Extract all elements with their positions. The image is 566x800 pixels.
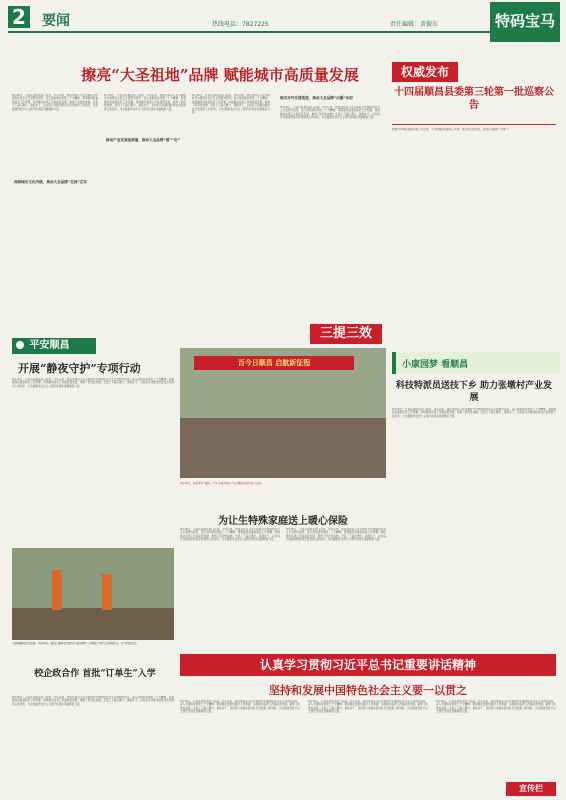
road-shape xyxy=(12,608,174,640)
bottom-column-3: 8月16日，记者从县相关部门获悉，今年以来，我县坚持以习近平新时代中国特色社会主义思想为指导，深入贯彻落实党的二十大精神，紧紧围绕县委县政府工作部署，持续推动各项工作高质量发展，取得了阶段性成效。全县上下凝心聚力、真抓实干，以实际行动推动经济社会发展再上新台阶，为全面建设社会主义现代化国家贡献顺昌力量。 xyxy=(436,700,556,714)
lead-column-2: 8月16日，记者从县相关部门获悉，今年以来，我县坚持以习近平新时代中国特色社会主义思想为指导，深入贯彻落实党的二十大精神，紧紧围绕县委县政府工作部署，持续推动各项工作高质量发展，取得了阶段性成效。全县上下凝心聚力、真抓实干，以实际行动推动经济社会发展再上新台阶，为全面建设社会主义现代化国家贡献顺昌力量。 xyxy=(104,94,186,111)
lead-subtitle-2: 推动产业发展高质量，推动大圣品牌“落”“化” xyxy=(106,138,181,142)
garden-banner xyxy=(392,352,560,374)
section-title: 要闻 xyxy=(42,13,70,29)
lead-headline: 擦亮“大圣祖地”品牌 赋能城市高质量发展 xyxy=(81,66,359,84)
lead-column-4-title: 做实对外交流渠道，推动大圣品牌“出圈”出彩 xyxy=(280,96,354,100)
event-banner: 百今日顺昌 启航新征程 xyxy=(194,356,354,370)
three-lifts-photo xyxy=(180,348,386,478)
garden-headline: 科技特派员送技下乡 助力张墩村产业发展 xyxy=(395,381,553,403)
page-number: 2 xyxy=(8,6,30,28)
header-rule xyxy=(8,31,558,33)
school-headline: 校企政合作 首批“订单生”入学 xyxy=(34,669,156,679)
insurance-column-2: 8月16日，记者从县相关部门获悉，今年以来，我县坚持以习近平新时代中国特色社会主义思想为指导，深入贯彻落实党的二十大精神，紧紧围绕县委县政府工作部署，持续推动各项工作高质量发展，取得了阶段性成效。全县上下凝心聚力、真抓实干，以实际行动推动经济社会发展再上新台阶，为全面建设社会主义现代化国家贡献顺昌力量。 xyxy=(286,528,386,542)
three-lifts-caption: 9月16日，我县举办“桑园三十年 有我共成长”为主题的全国科普日活动。 xyxy=(180,482,264,485)
insurance-headline: 为让生特殊家庭送上暖心保险 xyxy=(218,516,348,527)
safe-banner xyxy=(12,338,96,354)
authority-rule xyxy=(392,124,556,125)
lead-subtitle-1: 深耕城市文化内核，推动大圣品牌“走深”走实 xyxy=(14,180,88,184)
authority-banner: 权威发布 xyxy=(392,62,458,82)
worker-figure xyxy=(102,574,112,610)
school-body: 8月16日，记者从县相关部门获悉，今年以来，我县坚持以习近平新时代中国特色社会主义思想为指导，深入贯彻落实党的二十大精神，紧紧围绕县委县政府工作部署，持续推动各项工作高质量发展，取得了阶段性成效。全县上下凝心聚力、真抓实干，以实际行动推动经济社会发展再上新台阶，为全面建设社会主义现代化国家贡献顺昌力量。 xyxy=(12,696,174,706)
bottom-column-1: 8月16日，记者从县相关部门获悉，今年以来，我县坚持以习近平新时代中国特色社会主义思想为指导，深入贯彻落实党的二十大精神，紧紧围绕县委县政府工作部署，持续推动各项工作高质量发展，取得了阶段性成效。全县上下凝心聚力、真抓实干，以实际行动推动经济社会发展再上新台阶，为全面建设社会主义现代化国家贡献顺昌力量。 xyxy=(180,700,300,714)
bottom-headline: 坚持和发展中国特色社会主义要一以贯之 xyxy=(269,684,467,697)
crowd-shape xyxy=(180,418,386,478)
lead-column-1: 8月16日，记者从县相关部门获悉，今年以来，我县坚持以习近平新时代中国特色社会主义思想为指导，深入贯彻落实党的二十大精神，紧紧围绕县委县政府工作部署，持续推动各项工作高质量发展，取得了阶段性成效。全县上下凝心聚力、真抓实干，以实际行动推动经济社会发展再上新台阶，为全面建设社会主义现代化国家贡献顺昌力量。 xyxy=(12,94,98,111)
garden-body: 8月16日，记者从县相关部门获悉，今年以来，我县坚持以习近平新时代中国特色社会主义思想为指导，深入贯彻落实党的二十大精神，紧紧围绕县委县政府工作部署，持续推动各项工作高质量发展，取得了阶段性成效。全县上下凝心聚力、真抓实干，以实际行动推动经济社会发展再上新台阶，为全面建设社会主义现代化国家贡献顺昌力量。 xyxy=(392,408,556,418)
safe-headline: 开展“静夜守护”专项行动 xyxy=(18,362,141,375)
safe-photo xyxy=(12,548,174,640)
lead-column-3: 8月16日，记者从县相关部门获悉，今年以来，我县坚持以习近平新时代中国特色社会主义思想为指导，深入贯彻落实党的二十大精神，紧紧围绕县委县政府工作部署，持续推动各项工作高质量发展，取得了阶段性成效。全县上下凝心聚力、真抓实干，以实际行动推动经济社会发展再上新台阶，为全面建设社会主义现代化国家贡献顺昌力量。 xyxy=(192,94,270,115)
lead-column-4: 8月16日，记者从县相关部门获悉，今年以来，我县坚持以习近平新时代中国特色社会主义思想为指导，深入贯彻落实党的二十大精神，紧紧围绕县委县政府工作部署，持续推动各项工作高质量发展，取得了阶段性成效。全县上下凝心聚力、真抓实干，以实际行动推动经济社会发展再上新台阶，为全面建设社会主义现代化国家贡献顺昌力量。 xyxy=(280,106,380,120)
safe-body: 8月16日，记者从县相关部门获悉，今年以来，我县坚持以习近平新时代中国特色社会主义思想为指导，深入贯彻落实党的二十大精神，紧紧围绕县委县政府工作部署，持续推动各项工作高质量发展，取得了阶段性成效。全县上下凝心聚力、真抓实干，以实际行动推动经济社会发展再上新台阶，为全面建设社会主义现代化国家贡献顺昌力量。 xyxy=(12,378,174,388)
hotline-text: 热线电话：7827225 xyxy=(212,21,269,28)
editor-text: 责任编辑：黄振东 xyxy=(390,21,439,28)
masthead-text: 特码宝马 xyxy=(494,12,555,30)
insurance-column-1: 8月16日，记者从县相关部门获悉，今年以来，我县坚持以习近平新时代中国特色社会主义思想为指导，深入贯彻落实党的二十大精神，紧紧围绕县委县政府工作部署，持续推动各项工作高质量发展，取得了阶段性成效。全县上下凝心聚力、真抓实干，以实际行动推动经济社会发展再上新台阶，为全面建设社会主义现代化国家贡献顺昌力量。 xyxy=(180,528,280,542)
bulletin-tag: 宣传栏 xyxy=(506,782,556,796)
authority-body: 根据中共顺昌县委巡察工作安排，十四届顺昌县委第三轮第一批巡察已经进驻，现将有关事项公告如下： xyxy=(392,128,512,131)
masthead-logo xyxy=(490,2,560,42)
garden-banner-label: 小康园梦 看顺昌 xyxy=(402,360,469,370)
bottom-column-2: 8月16日，记者从县相关部门获悉，今年以来，我县坚持以习近平新时代中国特色社会主义思想为指导，深入贯彻落实党的二十大精神，紧紧围绕县委县政府工作部署，持续推动各项工作高质量发展，取得了阶段性成效。全县上下凝心聚力、真抓实干，以实际行动推动经济社会发展再上新台阶，为全面建设社会主义现代化国家贡献顺昌力量。 xyxy=(308,700,428,714)
safe-banner-label: 平安顺昌 xyxy=(29,340,70,351)
police-icon xyxy=(16,341,24,349)
authority-headline: 十四届顺昌县委第三轮第一批巡察公告 xyxy=(394,87,554,111)
three-lifts-badge: 三提三效 xyxy=(310,324,382,344)
study-banner: 认真学习贯彻习近平总书记重要讲话精神 xyxy=(180,654,556,676)
safe-photo-caption: 为消除蜡树安全隐患，9月16日，顺昌公路事业发展中心组织养护工对蜡尼开展大量伐树砍伐，全力护路安全。 xyxy=(12,642,139,645)
worker-figure xyxy=(52,570,62,610)
